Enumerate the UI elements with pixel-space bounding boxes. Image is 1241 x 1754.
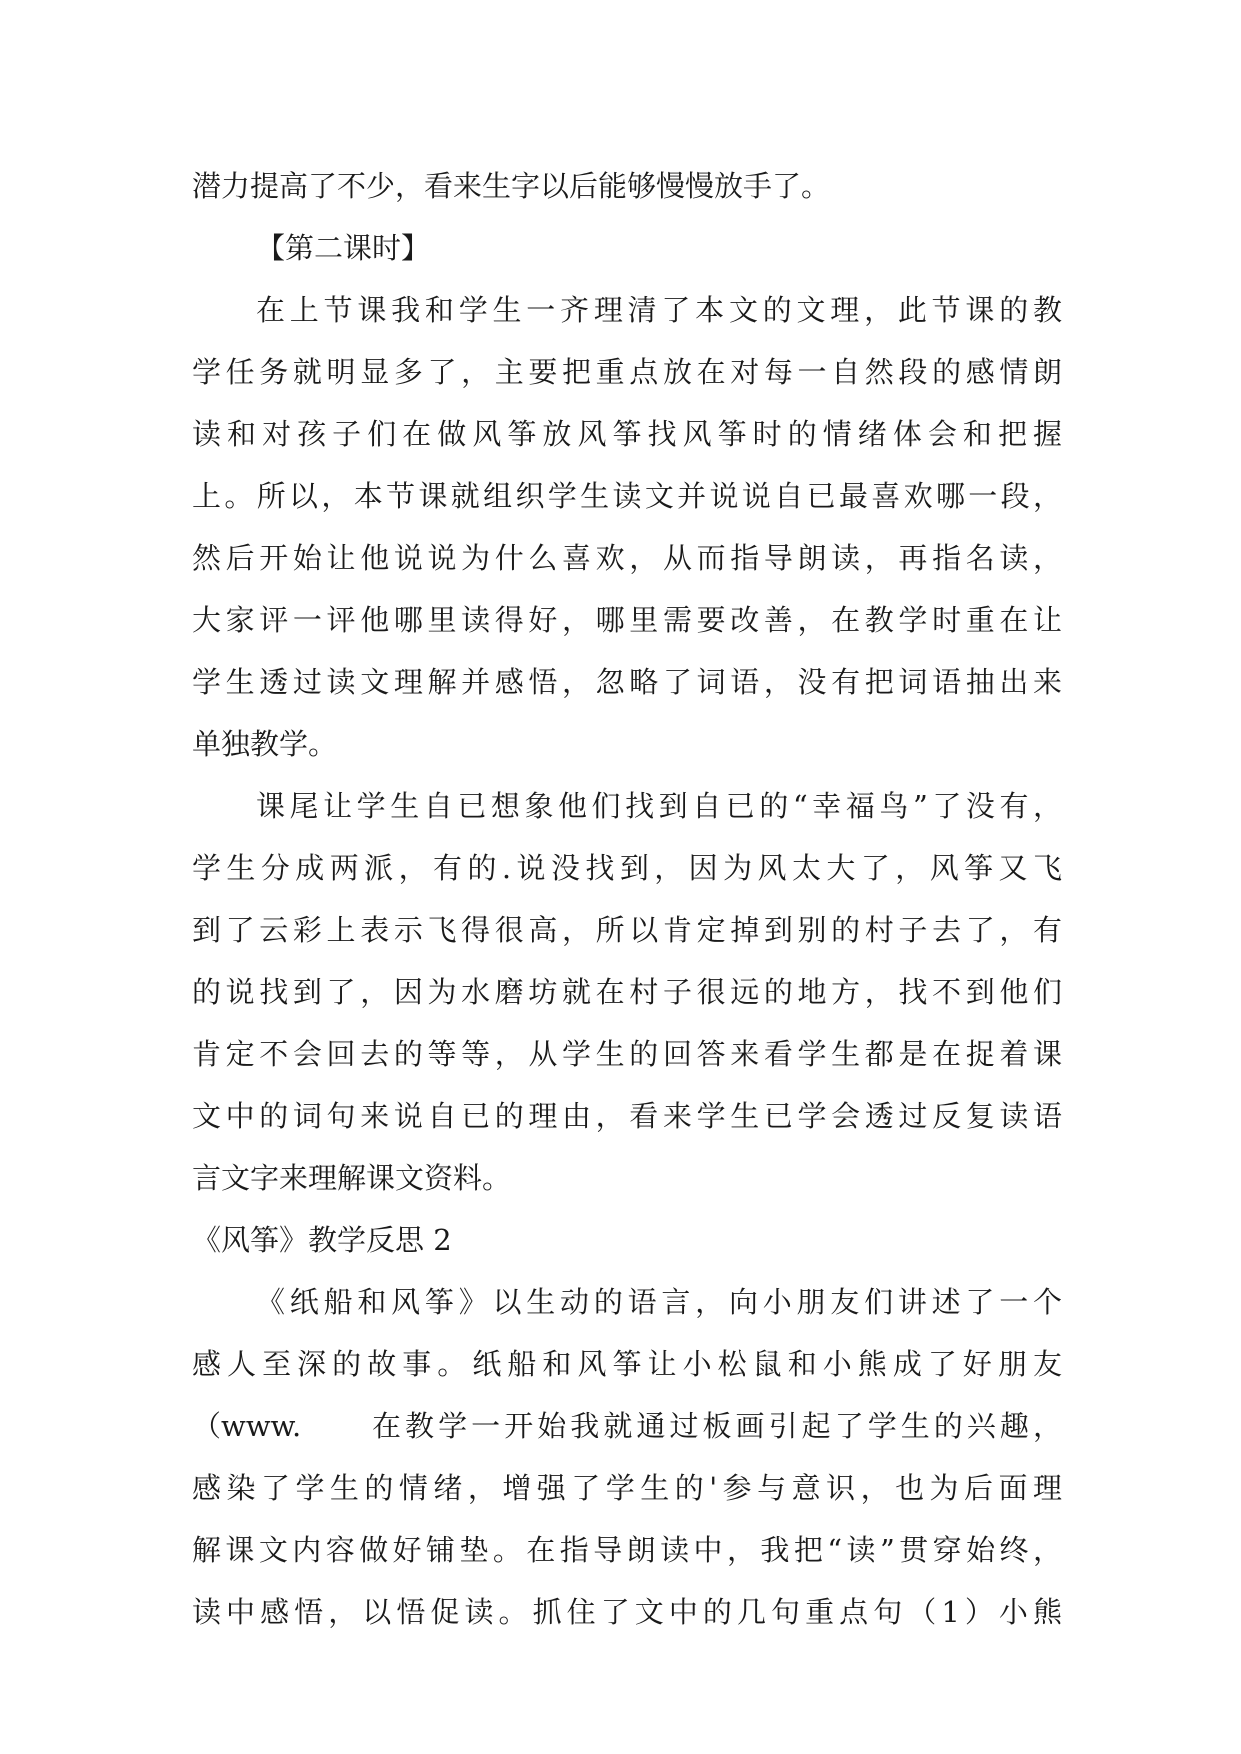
paragraph-line: 文中的词句来说自已的理由，看来学生已学会透过反复读语	[192, 1099, 1062, 1133]
paragraph-line: 在上节课我和学生一齐理清了本文的文理，此节课的教	[256, 293, 1062, 327]
paragraph-line: 在教学一开始我就通过板画引起了学生的兴趣，	[372, 1409, 1062, 1443]
paragraph-line: 《纸船和风筝》以生动的语言，向小朋友们讲述了一个	[256, 1285, 1062, 1319]
paragraph-line: 潜力提高了不少，看来生字以后能够慢慢放手了。	[192, 169, 831, 203]
paragraph-line: 到了云彩上表示飞得很高，所以肯定掉到别的村子去了，有	[192, 913, 1062, 947]
paragraph-line: 然后开始让他说说为什么喜欢，从而指导朗读，再指名读，	[192, 541, 1062, 575]
paragraph-line: 单独教学。	[192, 727, 338, 761]
article-heading: 《风筝》教学反思 2	[192, 1223, 452, 1257]
paragraph-line: 肯定不会回去的等等，从学生的回答来看学生都是在捉着课	[192, 1037, 1062, 1071]
paragraph-line: 学任务就明显多了，主要把重点放在对每一自然段的感情朗	[192, 355, 1062, 389]
paragraph-line: 学生分成两派，有的.说没找到，因为风太大了，风筝又飞	[192, 851, 1062, 885]
paragraph-line: 大家评一评他哪里读得好，哪里需要改善，在教学时重在让	[192, 603, 1062, 637]
section-title: 【第二课时】	[256, 231, 431, 265]
paragraph-line: 读和对孩子们在做风筝放风筝找风筝时的情绪体会和把握	[192, 417, 1062, 451]
paragraph-line: 解课文内容做好铺垫。在指导朗读中，我把“读”贯穿始终，	[192, 1533, 1062, 1567]
paragraph-line: 课尾让学生自已想象他们找到自已的“幸福鸟”了没有，	[256, 789, 1062, 823]
paragraph-line: 读中感悟，以悟促读。抓住了文中的几句重点句（1）小熊	[192, 1595, 1062, 1629]
paragraph-line: 感人至深的故事。纸船和风筝让小松鼠和小熊成了好朋友	[192, 1347, 1062, 1381]
paragraph-line: 学生透过读文理解并感悟，忽略了词语，没有把词语抽出来	[192, 665, 1062, 699]
url-fragment: （www.	[192, 1409, 302, 1443]
paragraph-line: 上。所以，本节课就组织学生读文并说说自已最喜欢哪一段，	[192, 479, 1062, 513]
paragraph-line: 的说找到了，因为水磨坊就在村子很远的地方，找不到他们	[192, 975, 1062, 1009]
paragraph-line: 感染了学生的情绪，增强了学生的'参与意识，也为后面理	[192, 1471, 1062, 1505]
paragraph-line: 言文字来理解课文资料。	[192, 1161, 512, 1195]
